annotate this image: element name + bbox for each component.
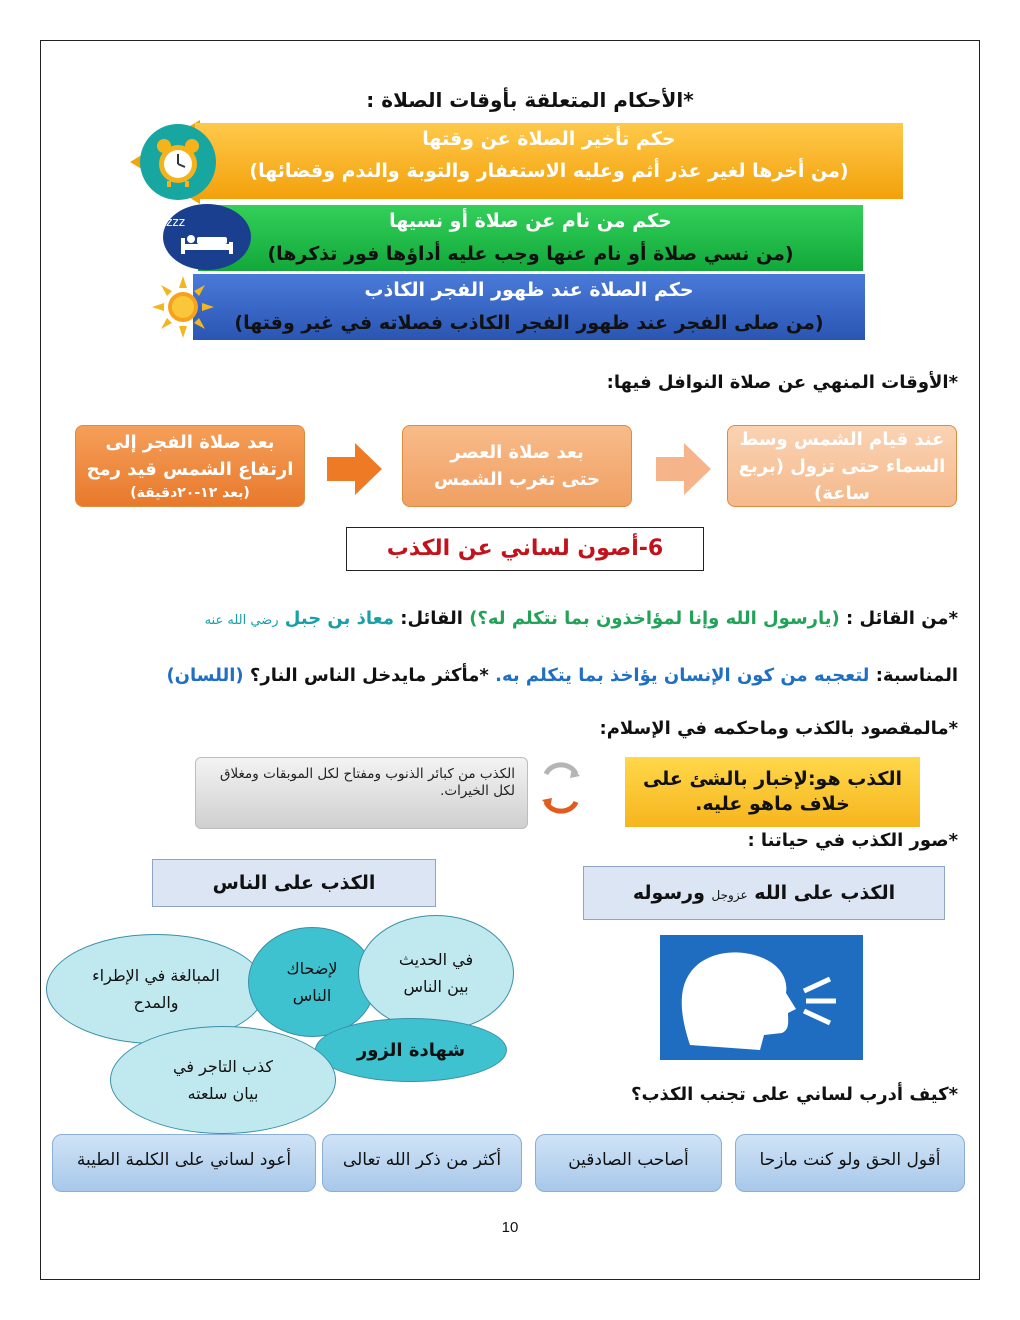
step2-text: بعد صلاة العصر حتى تغرب الشمس [433,442,601,490]
banner3-detail: (من صلى الفجر عند ظهور الفجر الكاذب فصلاته في غير وقتها) [234,312,824,334]
bubble-2-text: لإضحاك الناس [286,959,338,1005]
forbidden-time-after-fajr [75,425,305,507]
definition-heading: *مالمقصود بالكذب وماحكمه في الإسلام: [599,718,958,739]
banner1-title: حكم تأخير الصلاة عن وقتها [422,128,676,150]
sleeping-bed-icon [163,204,251,270]
training-heading: *كيف أدرب لساني على تجنب الكذب؟ [631,1084,958,1105]
cycle-arrows-icon [540,756,582,818]
lie-about-people-box: الكذب على الناس [152,859,436,907]
alarm-clock-icon [140,124,216,200]
step1-sub: (بعد ١٢-٢٠دقيقة) [130,485,250,501]
bubble-3-text: المبالغة في الإطراء والمدح [92,966,220,1012]
answer-text: (اللسان) [166,665,244,686]
section2-heading: *الأوقات المنهي عن صلاة النوافل فيها: [606,372,958,393]
bubble-in-conversation [358,915,514,1031]
ruling-box: الكذب من كبائر الذنوب ومفتاح لكل الموبقات ومغلاق لكل الخيرات. [195,757,528,829]
sun-icon [152,276,214,338]
right-box-honorific: عزوجل [711,888,748,902]
banner2-detail: (من نسي صلاة أو نام عنها وجب عليه أداؤها فور تذكرها) [267,243,794,265]
step3-text: عند قيام الشمس وسط السماء حتى تزول (بربع ساعة) [738,428,946,504]
honorific: رضي الله عنه [204,613,279,628]
definition-box: الكذب هو:لإخبار بالشئ على خلاف ماهو عليه. [625,757,920,827]
banner-delay-prayer [195,123,903,199]
training-item-1: أقول الحق ولو كنت مازحا [735,1134,965,1192]
forms-heading: *صور الكذب في حياتنا : [747,830,958,851]
section1-heading: *الأحكام المتعلقة بأوقات الصلاة : [366,88,694,112]
question-text: *مأكثر مايدخل الناس النار؟ [249,665,489,686]
forbidden-time-after-asr [402,425,632,507]
page-number: 10 [501,1219,519,1236]
arrow-icon-2 [656,443,711,499]
speaking-head-icon [660,935,863,1060]
bubble-merchant-lie [110,1026,336,1134]
occasion-line [166,665,958,686]
banner-false-dawn [193,274,865,340]
bubble-false-witness [315,1018,507,1082]
speaker-label: *من القائل : [846,608,958,629]
training-item-2: أصاحب الصادقين [535,1134,722,1192]
forbidden-time-zenith [727,425,957,507]
lesson-title: 6-أصون لساني عن الكذب [346,527,704,571]
banner2-title: حكم من نام عن صلاة أو نسيها [389,210,672,232]
lie-about-allah-box [583,866,945,920]
banner1-detail: (من أخرها لغير عذر أثم وعليه الاستغفار والتوبة والندم وقضائها) [249,160,849,182]
speaker-name-label: القائل: [400,608,463,629]
banner3-title: حكم الصلاة عند ظهور الفجر الكاذب [364,279,694,301]
training-item-3: أكثر من ذكر الله تعالى [322,1134,522,1192]
bubble-amuse-people [248,927,376,1037]
occasion-text: لتعجبه من كون الإنسان يؤاخذ بما يتكلم به. [495,665,870,686]
svg-text:zzz: zzz [166,215,185,229]
speaker-name: معاذ بن جبل [284,608,394,629]
step1-text: بعد صلاة الفجر إلى ارتفاع الشمس قيد رمح [86,432,294,480]
bubble-4-text: شهادة الزور [356,1039,466,1061]
banner-sleep-forget [198,205,863,271]
training-item-4: أعود لساني على الكلمة الطيبة [52,1134,316,1192]
right-box-end: ورسوله [632,882,705,904]
quote-text: (يارسول الله وإنا لمؤاخذون بما نتكلم له؟) [469,608,840,629]
occasion-label: المناسبة: [875,665,958,686]
right-box-text: الكذب على الله [754,882,896,904]
bubble-1-text: في الحديث بين الناس [398,950,474,996]
bubble-5-text: كذب التاجر في بيان سلعته [173,1057,273,1103]
arrow-icon-1 [327,443,382,499]
speaker-line [205,608,958,629]
